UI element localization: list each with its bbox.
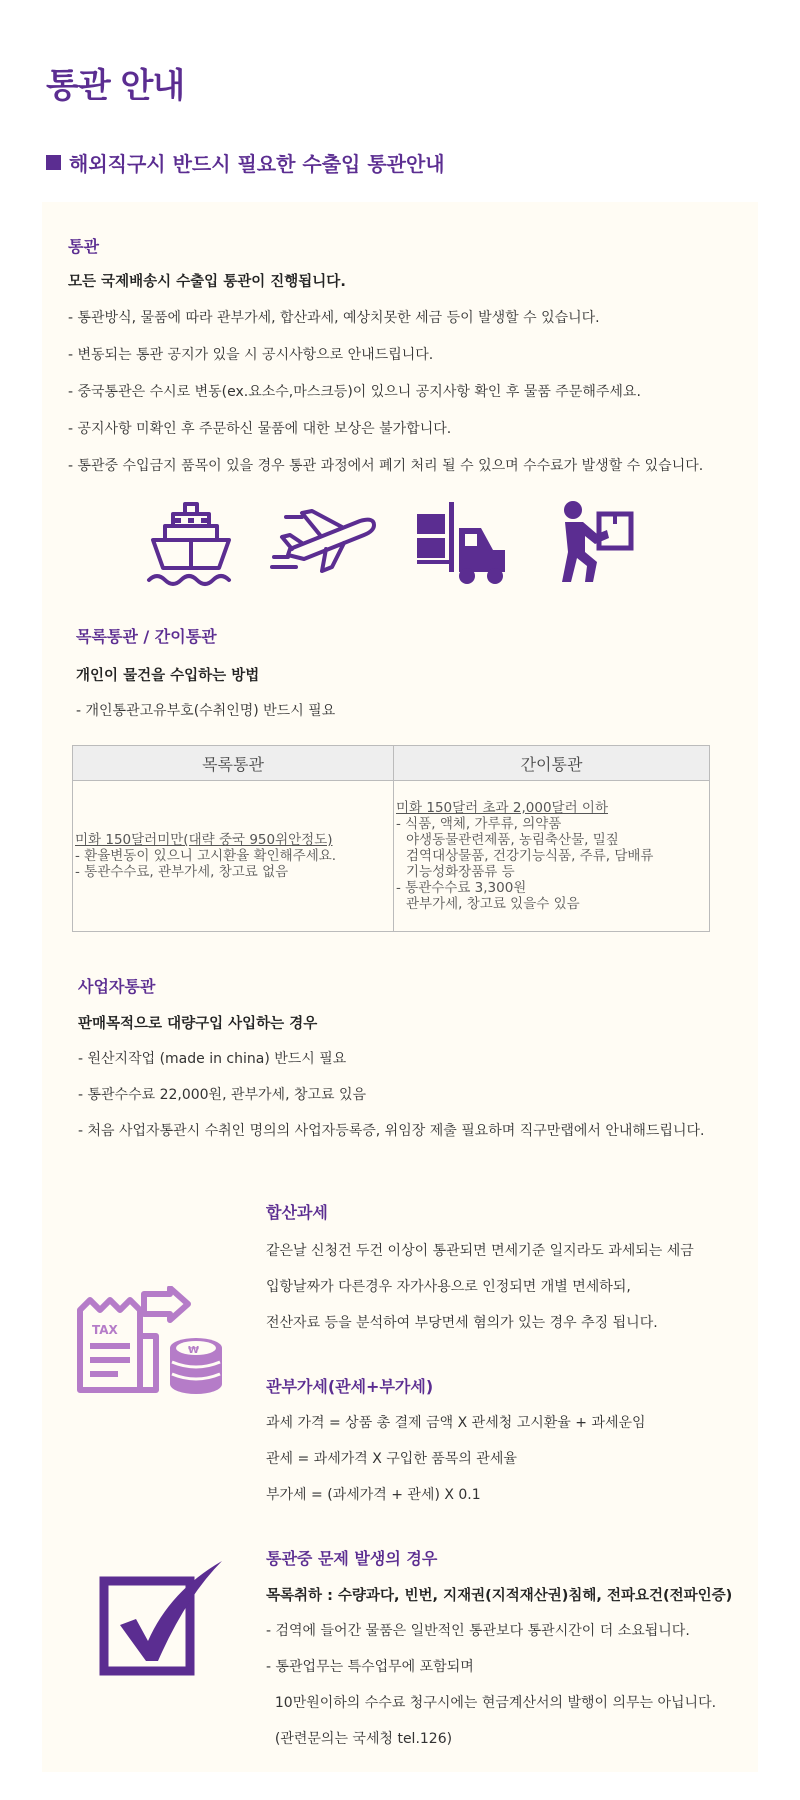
table-header: 목록통관 xyxy=(73,746,394,781)
problems-heading: 통관중 문제 발생의 경우 xyxy=(256,1544,447,1573)
combined-tax-item: 입항날짜가 다른경우 자가사용으로 인정되면 개별 면세하되, xyxy=(266,1279,631,1295)
subtitle-text: 해외직구시 반드시 필요한 수출입 통관안내 xyxy=(69,152,445,176)
svg-text:₩: ₩ xyxy=(188,1345,200,1356)
list-customs-item: - 개인통관고유부호(수취인명) 반드시 필요 xyxy=(76,703,336,719)
duty-vat-item: 부가세 = (과세가격 + 관세) X 0.1 xyxy=(266,1487,481,1503)
cell-line: - 환율변동이 있으니 고시환율 확인해주세요. xyxy=(75,848,337,864)
list-customs-lead: 개인이 물건을 수입하는 방법 xyxy=(76,668,260,684)
problems-lead: 목록취하 : 수량과다, 빈번, 지재권(지적재산권)침해, 전파요건(전파인증) xyxy=(266,1588,733,1604)
duty-vat-item: 관세 = 과세가격 X 구입한 품목의 관세율 xyxy=(266,1451,517,1467)
cell-line: 미화 150달러 초과 2,000달러 이하 xyxy=(396,800,608,816)
cell-line: - 통관수수료 3,300원 xyxy=(396,880,527,896)
forklift-icon xyxy=(415,498,510,586)
table-cell xyxy=(73,781,394,932)
problems-item: (관련문의는 국세청 tel.126) xyxy=(266,1731,453,1747)
customs-item: - 중국통관은 수시로 변동(ex.요소수,마스크등)이 있으니 공지사항 확인 후 물품 주문해주세요. xyxy=(68,384,641,400)
delivery-person-icon xyxy=(555,500,635,585)
business-item: - 원산지작업 (made in china) 반드시 필요 xyxy=(78,1051,347,1067)
cell-line: - 통관수수료, 관부가세, 창고료 없음 xyxy=(75,864,289,880)
section-subtitle xyxy=(46,148,445,177)
airplane-icon xyxy=(270,505,380,580)
ship-icon xyxy=(145,500,237,588)
problems-item: - 검역에 들어간 물품은 일반적인 통관보다 통관시간이 더 소요됩니다. xyxy=(266,1623,690,1639)
customs-compare-table xyxy=(72,745,710,932)
cell-line: 미화 150달러미만(대략 중국 950위안정도) xyxy=(75,832,333,848)
cell-line: 기능성화장품류 등 xyxy=(406,864,515,880)
page-title: 통관 안내 xyxy=(46,66,185,106)
checkbox-check-icon xyxy=(98,1555,228,1680)
customs-lead: 모든 국제배송시 수출입 통관이 진행됩니다. xyxy=(68,274,346,290)
customs-item: - 공지사항 미확인 후 주문하신 물품에 대한 보상은 불가합니다. xyxy=(68,421,452,437)
table-header: 간이통관 xyxy=(394,746,710,781)
duty-vat-item: 과세 가격 = 상품 총 결제 금액 X 관세청 고시환율 + 과세운임 xyxy=(266,1415,646,1431)
combined-tax-item: 같은날 신청건 두건 이상이 통관되면 면세기준 일지라도 과세되는 세금 xyxy=(266,1243,694,1259)
cell-line: - 식품, 액체, 가루류, 의약품 xyxy=(396,816,562,832)
cell-line: 검역대상물품, 건강기능식품, 주류, 담배류 xyxy=(406,848,654,864)
problems-item: 10만원이하의 수수료 청구시에는 현금계산서의 발행이 의무는 아닙니다. xyxy=(266,1695,717,1711)
cell-line: 관부가세, 창고료 있을수 있음 xyxy=(406,896,580,912)
combined-tax-item: 전산자료 등을 분석하여 부당면세 혐의가 있는 경우 추징 됩니다. xyxy=(266,1315,658,1331)
list-customs-heading: 목록통관 / 간이통관 xyxy=(66,622,227,651)
table-cell xyxy=(394,781,710,932)
customs-item: - 통관중 수입금지 품목이 있을 경우 통관 과정에서 폐기 처리 될 수 있으며 수수료가 발생할 수 있습니다. xyxy=(68,458,704,474)
customs-heading: 통관 xyxy=(58,232,109,261)
customs-item: - 변동되는 통관 공지가 있을 시 공시사항으로 안내드립니다. xyxy=(68,347,434,363)
duty-vat-heading: 관부가세(관세+부가세) xyxy=(256,1372,443,1401)
cell-line: 야생동물관련제품, 농림축산물, 밀짚 xyxy=(406,832,619,848)
problems-item: - 통관업무는 특수업무에 포함되며 xyxy=(266,1659,474,1675)
square-bullet-icon xyxy=(46,155,61,170)
business-item: - 통관수수료 22,000원, 관부가세, 창고료 있음 xyxy=(78,1087,367,1103)
customs-item: - 통관방식, 물품에 따라 관부가세, 합산과세, 예상치못한 세금 등이 발생할 수 있습니다. xyxy=(68,310,600,326)
business-lead: 판매목적으로 대량구입 사입하는 경우 xyxy=(78,1016,318,1032)
business-customs-heading: 사업자통관 xyxy=(68,972,165,1001)
svg-text:TAX: TAX xyxy=(92,1323,118,1337)
tax-receipt-coins-icon xyxy=(74,1286,234,1398)
combined-tax-heading: 합산과세 xyxy=(256,1198,338,1227)
business-item: - 처음 사업자통관시 수취인 명의의 사업자등록증, 위임장 제출 필요하며 직구만랩에서 안내해드립니다. xyxy=(78,1123,705,1139)
